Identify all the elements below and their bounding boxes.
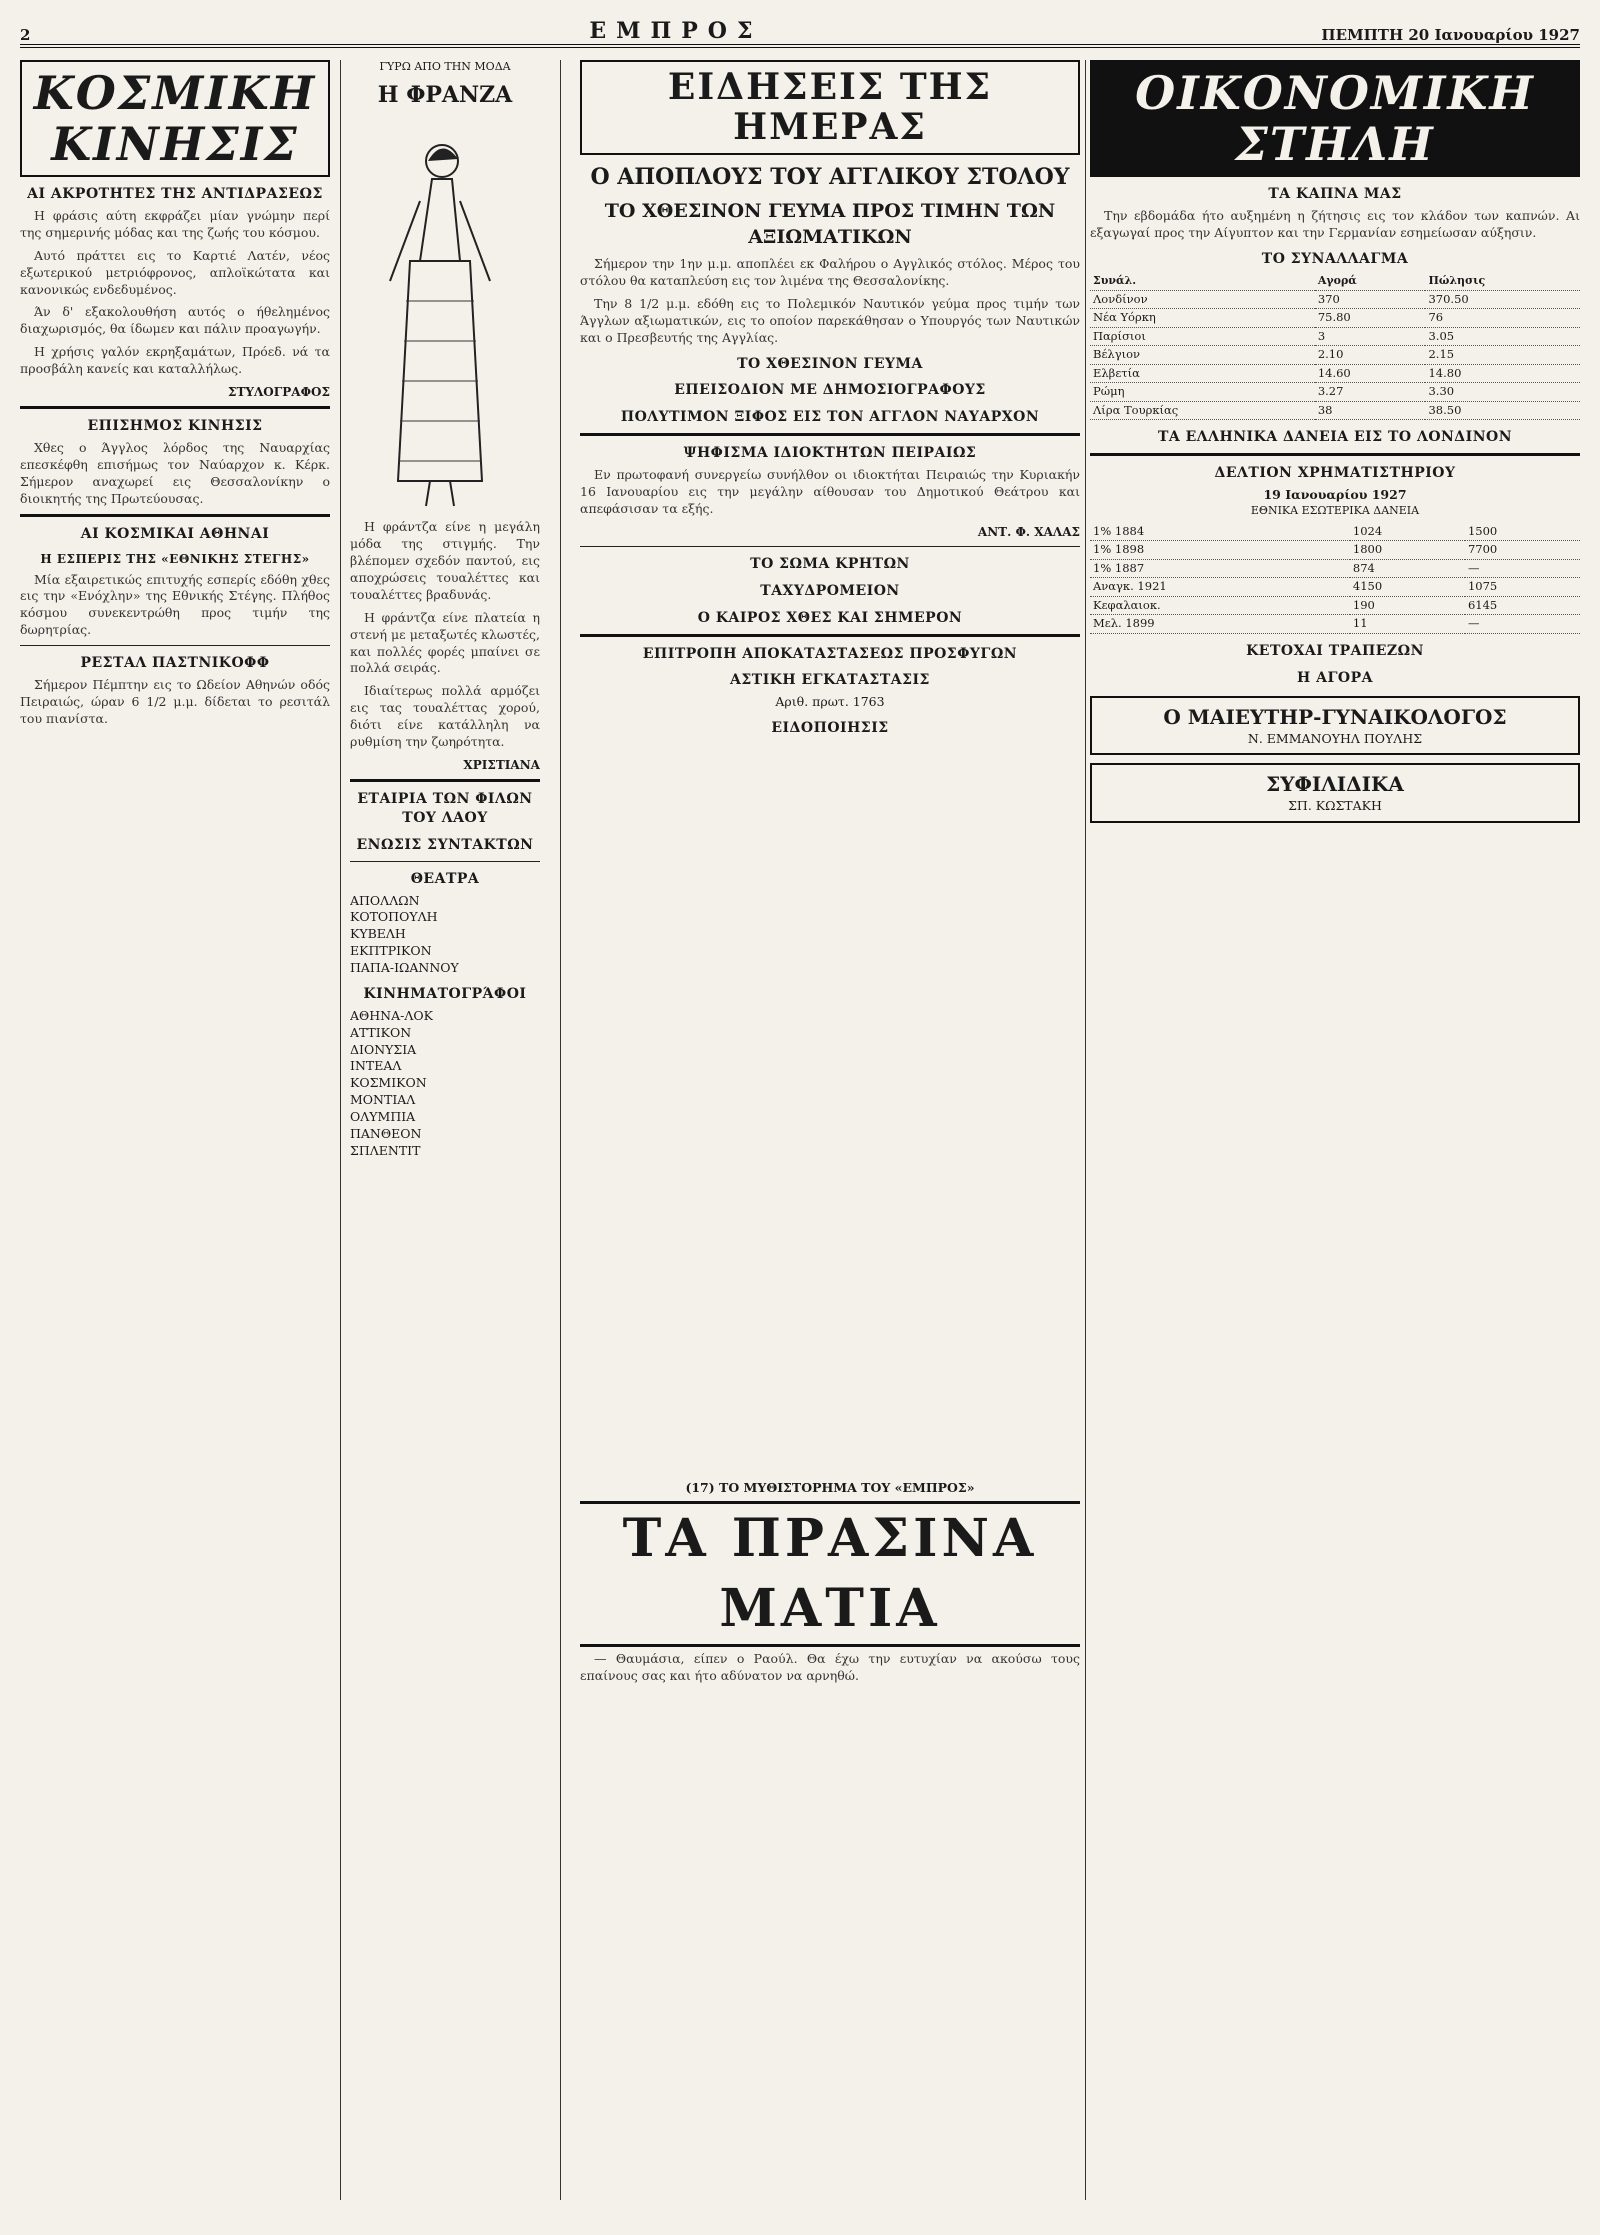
serial-story — [580, 1480, 1080, 1691]
column-header: Πώλησις — [1425, 273, 1580, 290]
divider — [580, 433, 1080, 436]
columns — [20, 60, 1580, 2200]
union-title: ΕΝΩΣΙΣ ΣΥΝΤΑΚΤΩΝ — [356, 836, 534, 853]
fashion-illustration — [350, 121, 530, 511]
divider — [350, 861, 540, 862]
list-item: ΚΥΒΕΛΗ — [350, 926, 406, 942]
column-rule — [560, 60, 561, 2200]
bourse-title: ΔΕΛΤΙΟΝ ΧΡΗΜΑΤΙΣΤΗΡΙΟΥ — [1214, 465, 1456, 482]
section-title-finance: ΟΙΚΟΝΟΜΙΚΗ ΣΤΗΛΗ — [1090, 60, 1580, 177]
table-row: Ελβετία 14.60 14.80 — [1090, 364, 1580, 383]
refugee-subtitle: ΑΣΤΙΚΗ ΕΓΚΑΤΑΣΤΑΣΙΣ — [730, 672, 930, 689]
society-title: ΕΤΑΙΡΙΑ ΤΩΝ ΦΙΛΩΝ ΤΟΥ ΛΑΟΥ — [357, 790, 533, 826]
tobacco-body: Την εβδομάδα ήτο αυξημένη η ζήτησις εις τον κλάδον των καπνών. Αι εξαγωγαί προς την Αίγυπτον και την Γερμανίαν εσημείωσαν αύξησιν. — [1090, 208, 1580, 240]
bourse-subtitle: ΕΘΝΙΚΑ ΕΣΩΤΕΡΙΚΑ ΔΑΝΕΙΑ — [1250, 503, 1420, 517]
fashion-heading: ΓΥΡΩ ΑΠΟ ΤΗΝ ΜΟΔΑ — [379, 60, 511, 73]
official-body: Χθες ο Άγγλος λόρδος της Ναυαρχίας επεσκέφθη επισήμως τον Ναύαρχον κ. Κέρκ. Σήμερον αναχωρεί εις Θεσσαλονίκην ο διοικητής της Πρωτεύουσας. — [20, 440, 330, 506]
list-item: ΚΟΣΜΙΚΟΝ — [350, 1075, 427, 1091]
divider — [350, 779, 540, 782]
article-signature: ΣΤΥΛΟΓΡΑΦΟΣ — [228, 384, 330, 399]
table-row: Κεφαλαιοκ. 190 6145 — [1090, 596, 1580, 615]
list-item: ΟΛΥΜΠΙΑ — [350, 1109, 416, 1125]
refugee-ref: Αριθ. πρωτ. 1763 — [775, 694, 885, 710]
courier-title: ΤΑΧΥΔΡΟΜΕΙΟΝ — [760, 582, 900, 599]
column-social — [20, 60, 330, 2200]
divider — [20, 514, 330, 517]
refugee-title: ΕΠΙΤΡΟΠΗ ΑΠΟΚΑΤΑΣΤΑΣΕΩΣ ΠΡΟΣΦΥΓΩΝ — [642, 645, 1018, 662]
serial-title: ΤΑ ΠΡΑΣΙΝΑ ΜΑΤΙΑ — [580, 1501, 1080, 1647]
page-number: 2 — [20, 26, 31, 44]
list-item: ΜΟΝΤΙΑΛ — [350, 1092, 416, 1108]
weather-title: Ο ΚΑΙΡΟΣ ΧΘΕΣ ΚΑΙ ΣΗΜΕΡΟΝ — [697, 609, 963, 626]
gynecologist-ad — [1090, 696, 1580, 756]
official-title: ΕΠΙΣΗΜΟΣ ΚΙΝΗΣΙΣ — [87, 418, 263, 435]
divider — [580, 546, 1080, 547]
list-item: ΑΠΟΛΛΩΝ — [350, 892, 420, 908]
list-item: ΠΑΝΘΕΟΝ — [350, 1125, 422, 1141]
list-item: ΣΠΛΕΝΤΙΤ — [350, 1142, 421, 1158]
divider — [20, 406, 330, 409]
banks-title: ΚΕΤΟΧΑΙ ΤΡΑΠΕΖΩΝ — [1246, 642, 1424, 659]
divider — [1090, 453, 1580, 456]
cinema-list — [350, 1008, 540, 1160]
ad-title: Ο ΜΑΙΕΥΤΗΡ-ΓΥΝΑΙΚΟΛΟΓΟΣ — [1163, 704, 1507, 729]
column-header: Αγορά — [1315, 273, 1426, 290]
recital-title: ΡΕΣΤΑΛ ΠΑΣΤΝΙΚΟΦΦ — [80, 655, 270, 672]
table-row: Λονδίνον 370 370.50 — [1090, 290, 1580, 309]
lead-subtitle: ΤΟ ΧΘΕΣΙΝΟΝ ΓΕΥΜΑ ΠΡΟΣ ΤΙΜΗΝ ΤΩΝ ΑΞΙΩΜΑΤΙΚΩΝ — [604, 199, 1056, 248]
newspaper-page — [20, 14, 1580, 2204]
table-row: Μελ. 1899 11 — — [1090, 615, 1580, 634]
notice-title: ΕΙΔΟΠΟΙΗΣΙΣ — [771, 720, 889, 737]
lead-body: Σήμερον την 1ην μ.μ. αποπλέει εκ Φαλήρου ο Αγγλικός στόλος. Μέρος του στόλου θα καταπλεύση εις τον λιμένα της Θεσσαλονίκης. Την 8 1/2 μ.μ. εδόθη εις το Πολεμικόν Ναυτικόν γεύμα προς τιμήν των Άγγλων αξιωματικών, εις το οποίον παρεκάθησαν ο Υπουργός των Ναυτικών και ο Πρεσβευτής της Αγγλίας. — [580, 256, 1080, 345]
section-title-social: ΚΟΣΜΙΚΗ ΚΙΝΗΣΙΣ — [20, 60, 330, 177]
cretan-title: ΤΟ ΣΩΜΑ ΚΡΗΤΩΝ — [750, 555, 910, 572]
exchange-table — [1090, 273, 1580, 420]
bourse-table — [1090, 523, 1580, 634]
table-row: 1% 1884 1024 1500 — [1090, 523, 1580, 541]
article-body: Η φράσις αύτη εκφράζει μίαν γνώμην περί της σημερινής μόδας και της ζωής του κόσμου. Αυτό πράττει εις το Καρτιέ Λατέν, νέος εξωτερικού μετριόφρονος, απλοϊκώτατα και κανονικώς ενδεδυμένος. Άν δ' εξακολουθήση αυτός ο ήθελημένος διαχωρισμός, θα ίδωμεν και πάλιν προαγωγήν. Η χρήσις γαλόν εκρηξαμάτων, Πρόεδ. νά τα προσβάλη κανείς και καταλλήλως. — [20, 208, 330, 377]
worldly-subtitle: Η ΕΣΠΕΡΙΣ ΤΗΣ «ΕΘΝΙΚΗΣ ΣΤΕΓΗΣ» — [40, 552, 310, 567]
article-title: ΑΙ ΑΚΡΟΤΗΤΕΣ ΤΗΣ ΑΝΤΙΔΡΑΣΕΩΣ — [27, 186, 323, 203]
serial-body: — Θαυμάσια, είπεν ο Ραούλ. Θα έχω την ευτυχίαν να ακούσω τους επαίνους σας και ήτο αδύνατον να αρνηθώ. — [580, 1651, 1080, 1684]
list-item: ΚΟΤΟΠΟΥΛΗ — [350, 909, 438, 925]
theatre-list — [350, 893, 540, 977]
bourse-date: 19 Ιανουαρίου 1927 — [1263, 486, 1407, 502]
serial-label: (17) ΤΟ ΜΥΘΙΣΤΟΡΗΜΑ ΤΟΥ «ΕΜΠΡΟΣ» — [685, 1480, 975, 1495]
table-row: Λίρα Τουρκίας 38 38.50 — [1090, 401, 1580, 420]
column-fashion — [350, 60, 540, 2200]
column-finance — [1090, 60, 1580, 2200]
loans-title: ΤΑ ΕΛΛΗΝΙΚΑ ΔΑΝΕΙΑ ΕΙΣ ΤΟ ΛΟΝΔΙΝΟΝ — [1157, 429, 1513, 446]
theatres-title: ΘΕΑΤΡΑ — [410, 870, 480, 887]
worldly-title: ΑΙ ΚΟΣΜΙΚΑΙ ΑΘΗΝΑΙ — [80, 525, 270, 542]
table-row: Νέα Υόρκη 75.80 76 — [1090, 309, 1580, 328]
list-item: ΠΑΠΑ-ΙΩΑΝΝΟΥ — [350, 960, 459, 976]
masthead — [20, 14, 1580, 48]
list-item: ΔΙΟΝΥΣΙΑ — [350, 1041, 417, 1057]
fashion-title: Η ΦΡΑΝΖΑ — [377, 81, 513, 108]
clinic-ad — [1090, 763, 1580, 823]
ad-title: ΣΥΦΙΛΙΔΙΚΑ — [1266, 772, 1404, 797]
ad-name: ΣΠ. ΚΩΣΤΑΚΗ — [1288, 798, 1382, 814]
ad-name: Ν. ΕΜΜΑΝΟΥΗΛ ΠΟΥΛΗΣ — [1247, 730, 1423, 746]
list-item: ΕΚΠΤΡΙΚΟΝ — [350, 943, 432, 959]
table-row: 1% 1898 1800 7700 — [1090, 541, 1580, 560]
resolution-title: ΨΗΦΙΣΜΑ ΙΔΙΟΚΤΗΤΩΝ ΠΕΙΡΑΙΩΣ — [683, 445, 977, 462]
tobacco-title: ΤΑ ΚΑΠΝΑ ΜΑΣ — [1268, 186, 1402, 203]
list-item: ΑΘΗΝΑ-ΛΟΚ — [350, 1007, 433, 1023]
author-signature: ΑΝΤ. Φ. ΧΑΛΑΣ — [977, 524, 1080, 539]
table-row: Ρώμη 3.27 3.30 — [1090, 383, 1580, 402]
subheading: ΠΟΛΥΤΙΜΟΝ ΞΙΦΟΣ ΕΙΣ ΤΟΝ ΑΓΓΛΟΝ ΝΑΥΑΡΧΟΝ — [620, 409, 1040, 426]
table-row: Βέλγιον 2.10 2.15 — [1090, 346, 1580, 365]
subheading: ΕΠΕΙΣΟΔΙΟΝ ΜΕ ΔΗΜΟΣΙΟΓΡΑΦΟΥΣ — [674, 382, 986, 399]
column-header: Συνάλ. — [1090, 273, 1315, 290]
cinemas-title: ΚΙΝΗΜΑΤΟΓΡΆΦΟΙ — [363, 985, 527, 1002]
column-news — [580, 60, 1080, 2200]
table-row: Αναγκ. 1921 4150 1075 — [1090, 578, 1580, 597]
exchange-title: ΤΟ ΣΥΝΑΛΛΑΓΜΑ — [1261, 250, 1409, 267]
worldly-body: Μία εξαιρετικώς επιτυχής εσπερίς εδόθη χθες εις την «Ενόχλην» της Εθνικής Στέγης. Πλήθος κόσμου συνεκεντρώθη προς τιμήν της δωρητρίας. — [20, 571, 330, 638]
column-rule — [1085, 60, 1086, 2200]
fashion-body: Η φράντζα είνε η μεγάλη μόδα της στιγμής. Την βλέπομεν σχεδόν παντού, εις αποχρώσεις τουαλέττες και τουαλέττες βραδυνάς. Η φράντζα είνε πλατεία η στενή με μεταξωτές κλωστές, και πολλές φορές μπαίνει σε πολλά σειράς. Ιδιαίτερως πολλά αρμόζει εις τας τουαλέττας χορού, διότι είνε κατάλληλη να ρυθμίση την ζωηρότητα. — [350, 519, 540, 749]
resolution-body: Εν πρωτοφανή συνεργείω συνήλθον οι ιδιοκτήται Πειραιώς την Κυριακήν 16 Ιανουαρίου εις την μεγάλην αίθουσαν του Δημοτικού Θεάτρου και απεφάσισαν τα εξής. — [580, 467, 1080, 516]
list-item: ΑΤΤΙΚΟΝ — [350, 1024, 412, 1040]
section-title-news: ΕΙΔΗΣΕΙΣ ΤΗΣ ΗΜΕΡΑΣ — [580, 60, 1080, 155]
paper-name: ΕΜΠΡΟΣ — [589, 18, 763, 44]
issue-date: ΠΕΜΠΤΗ 20 Ιανουαρίου 1927 — [1321, 26, 1580, 44]
divider — [20, 645, 330, 646]
market-title: Η ΑΓΟΡΑ — [1297, 669, 1373, 686]
fashion-signature: ΧΡΙΣΤΙΑΝΑ — [463, 757, 540, 772]
table-row: 1% 1887 874 — — [1090, 559, 1580, 578]
column-rule — [340, 60, 341, 2200]
list-item: ΙΝΤΕΑΛ — [350, 1058, 402, 1074]
table-row: Παρίσιοι 3 3.05 — [1090, 327, 1580, 346]
recital-body: Σήμερον Πέμπτην εις το Ωδείον Αθηνών οδός Πειραιώς, ώραν 6 1/2 μ.μ. δίδεται το ρεσιτάλ του πιανίστα. — [20, 677, 330, 726]
lead-title: Ο ΑΠΟΠΛΟΥΣ ΤΟΥ ΑΓΓΛΙΚΟΥ ΣΤΟΛΟΥ — [590, 164, 1070, 191]
divider — [580, 634, 1080, 637]
subheading: ΤΟ ΧΘΕΣΙΝΟΝ ΓΕΥΜΑ — [737, 355, 923, 372]
